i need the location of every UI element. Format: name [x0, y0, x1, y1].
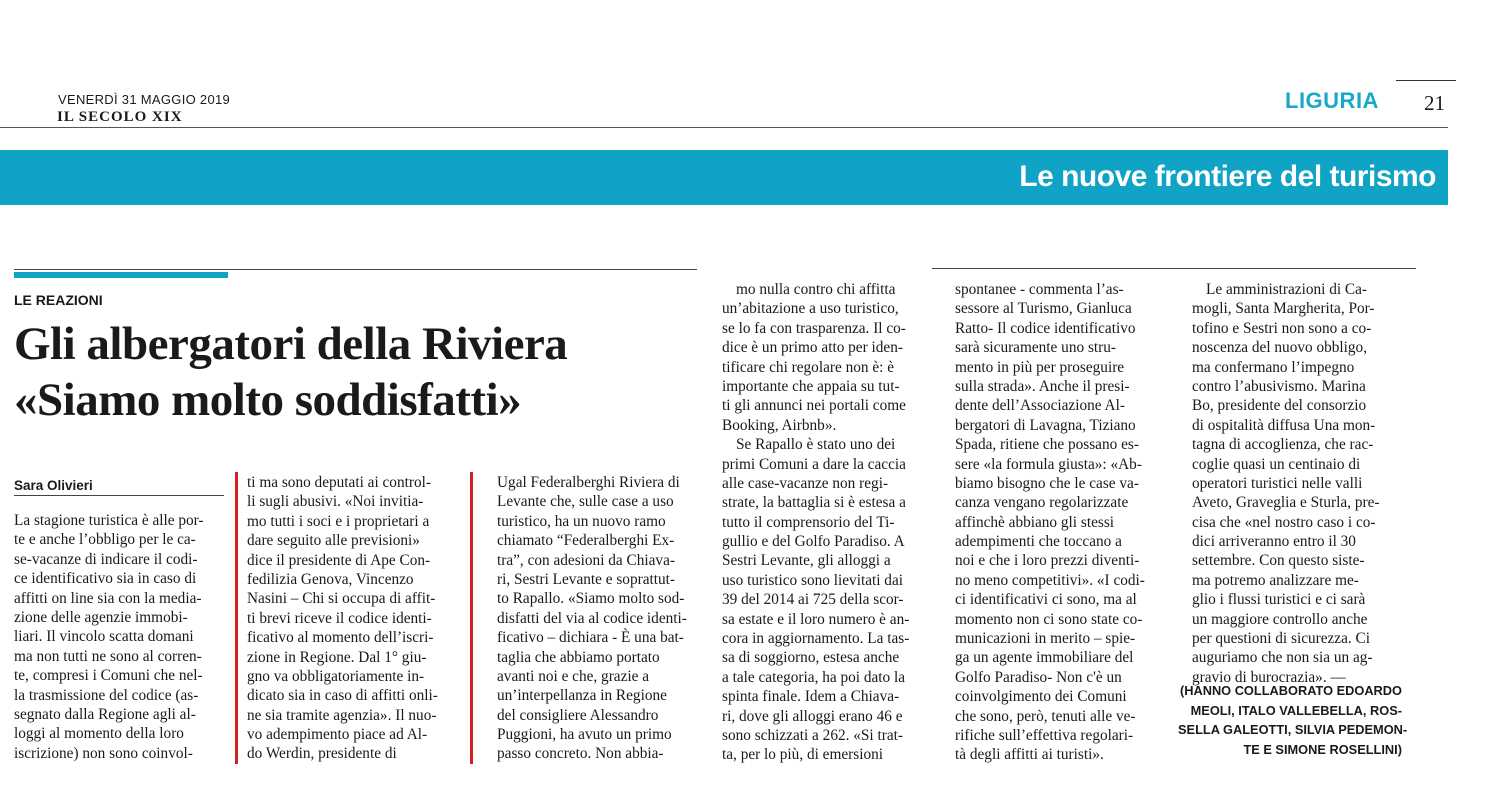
text-line: la trasmissione del codice (as-: [14, 686, 199, 704]
text-line: sa di soggiorno, estesa anche: [722, 649, 900, 667]
article-kicker: LE REAZIONI: [14, 292, 103, 308]
text-line: importante che appaia su tut-: [722, 377, 900, 395]
text-line: ce identificativo sia in caso di: [14, 570, 197, 588]
author-byline: Sara Olivieri: [14, 478, 93, 493]
banner-title: Le nuove frontiere del turismo: [1019, 160, 1436, 193]
text-line: Ugal Federalberghi Riviera di: [497, 474, 680, 491]
text-line: se lo fa con trasparenza. Il co-: [722, 319, 906, 337]
text-column-2: [247, 473, 438, 764]
text-line: zione delle agenzie immobi-: [14, 608, 188, 626]
text-line: ma confermano l’impegno: [1192, 358, 1355, 376]
text-line: 39 del 2014 ai 725 della scor-: [722, 591, 904, 609]
text-line: taglia che abbiamo portato: [497, 648, 660, 666]
text-line: ci identificativi ci sono, ma al: [955, 591, 1137, 609]
text-line: Sestri Levante, gli alloggi a: [722, 552, 891, 570]
page-number: 21: [1424, 91, 1445, 115]
text-line: iscrizione) non sono coinvol-: [14, 744, 193, 762]
text-line: canza vengano regolarizzate: [955, 494, 1129, 512]
text-line: affinchè abbiano gli stessi: [955, 513, 1115, 531]
text-line: spinta finale. Idem a Chiava-: [722, 688, 900, 706]
text-line: vo adempimento piace ad Al-: [247, 726, 428, 744]
text-line: Puggioni, ha avuto un primo: [497, 726, 672, 744]
text-line: alle case-vacanze non regi-: [722, 474, 889, 492]
text-line: tutto il comprensorio del Ti-: [722, 513, 895, 531]
text-line: operatori turistici nelle valli: [1192, 474, 1363, 492]
text-line: disfatti del via al codice identi-: [497, 609, 687, 627]
red-pen-mark-right: [470, 472, 473, 764]
text-line: mo nulla contro chi affitta: [736, 281, 896, 298]
text-line: La stagione turistica è alle por-: [14, 512, 204, 529]
text-column-1: [14, 511, 204, 763]
text-line: municazioni in merito – spie-: [955, 630, 1136, 648]
text-line: ficativo al momento dell’iscri-: [247, 629, 434, 647]
text-line: dente dell’Associazione Al-: [955, 397, 1125, 415]
text-line: per questioni di sicurezza. Ci: [1192, 630, 1370, 648]
text-line: rifiche sull’effettiva regolari-: [955, 726, 1134, 744]
text-line: ta, per lo più, di emersioni: [722, 746, 884, 764]
text-line: ri, dove gli alloggi erano 46 e: [722, 707, 903, 725]
text-line: to Rapallo. «Siamo molto sod-: [497, 590, 685, 608]
text-line: ma potremo analizzare me-: [1192, 571, 1359, 589]
text-column-6: [1192, 280, 1379, 687]
text-line: Levante che, sulle case a uso: [497, 493, 674, 511]
article-top-rule: [14, 269, 697, 270]
text-line: se-vacanze di indicare il codi-: [14, 550, 198, 568]
text-line: ficativo – dichiara - È una bat-: [497, 629, 684, 647]
text-line: tra”, con adesioni da Chiava-: [497, 551, 675, 569]
text-column-3: [497, 473, 687, 764]
byline-rule: [14, 495, 224, 496]
text-line: Aveto, Graveglia e Sturla, pre-: [1192, 494, 1380, 512]
issue-date: VENERDÌ 31 MAGGIO 2019: [58, 92, 231, 107]
text-line: tificare chi regolare non è: è: [722, 358, 894, 376]
text-line: sessore al Turismo, Gianluca: [955, 300, 1132, 318]
text-line: zione in Regione. Dal 1° giu-: [247, 648, 427, 666]
text-line: ti gli annunci nei portali come: [722, 397, 906, 415]
text-line: glio i flussi turistici e ci sarà: [1192, 591, 1366, 609]
red-pen-mark-left: [235, 472, 238, 764]
text-line: mo tutti i soci e i proprietari a: [247, 512, 430, 530]
section-banner: [0, 150, 1448, 205]
text-line: cisa che «nel nostro caso i co-: [1192, 513, 1376, 531]
text-line: dici arriveranno entro il 30: [1192, 533, 1356, 551]
text-line: coinvolgimento dei Comuni: [955, 688, 1127, 706]
text-line: contro l’abusivismo. Marina: [1192, 377, 1366, 395]
text-line: te, compresi i Comuni che nel-: [14, 667, 203, 685]
text-line: avanti noi e che, grazie a: [497, 667, 650, 685]
text-column-5: [955, 280, 1145, 765]
headline-line-2: «Siamo molto soddisfatti»: [14, 374, 522, 426]
text-line: passo concreto. Non abbia-: [497, 745, 664, 763]
credit-line: (HANNO COLLABORATO EDOARDO: [1179, 683, 1402, 698]
newspaper-name: IL SECOLO XIX: [57, 109, 183, 125]
text-line: Spada, ritiene che possano es-: [955, 436, 1139, 454]
text-line: dice il presidente di Ape Con-: [247, 551, 431, 569]
text-line: te e anche l’obbligo per le ca-: [14, 531, 196, 549]
text-line: affitti on line sia con la media-: [14, 589, 202, 607]
text-line: strate, la battaglia si è estesa a: [722, 494, 906, 512]
header-divider: [0, 127, 1448, 128]
text-line: gravio di burocrazia». —: [1192, 668, 1346, 686]
text-line: liari. Il vincolo scatta domani: [14, 628, 194, 646]
text-line: del consigliere Alessandro: [497, 706, 659, 724]
text-line: Le amministrazioni di Ca-: [1206, 281, 1367, 298]
text-line: auguriamo che non sia un ag-: [1192, 649, 1373, 667]
text-line: uso turistico sono lievitati dai: [722, 571, 903, 589]
text-line: cora in aggiornamento. La tas-: [722, 630, 910, 648]
text-line: gullio e del Golfo Paradiso. A: [722, 533, 905, 551]
text-line: mogli, Santa Margherita, Por-: [1192, 300, 1375, 318]
text-line: mento in più per proseguire: [955, 358, 1125, 376]
text-line: Bo, presidente del consorzio: [1192, 397, 1367, 415]
text-line: tagna di accoglienza, che rac-: [1192, 436, 1374, 454]
text-line: gno va obbligatoriamente in-: [247, 667, 425, 685]
credit-line: SELLA GALEOTTI, SILVIA PEDEMON-: [1178, 722, 1408, 737]
text-line: di ospitalità diffusa Una mon-: [1192, 416, 1376, 434]
text-line: do Werdin, presidente di: [247, 745, 397, 763]
text-line: ga un agente immobiliare del: [955, 649, 1134, 667]
text-line: ma non tutti ne sono al corren-: [14, 647, 202, 665]
text-line: che sono, però, tenuti alle ve-: [955, 707, 1136, 725]
text-line: dice è un primo atto per iden-: [722, 339, 903, 357]
headline-line-1: Gli albergatori della Riviera: [14, 318, 568, 370]
text-line: noscenza del nuovo obbligo,: [1192, 339, 1368, 357]
text-line: sere «la formula giusta»: «Ab-: [955, 455, 1142, 473]
text-line: ne sia tramite agenzia». Il nuo-: [247, 706, 437, 724]
text-line: Golfo Paradiso- Non c'è un: [955, 668, 1122, 686]
text-line: un maggiore controllo anche: [1192, 610, 1368, 628]
text-column-4: [722, 280, 909, 765]
text-line: Ratto- Il codice identificativo: [955, 319, 1136, 337]
article-headline: [14, 316, 567, 428]
column-top-rule: [932, 268, 1416, 269]
kicker-accent-bar: [14, 272, 228, 278]
text-line: noi e che i loro prezzi diventi-: [955, 552, 1140, 570]
text-line: settembre. Con questo siste-: [1192, 552, 1365, 570]
text-line: biamo bisogno che le case va-: [955, 474, 1139, 492]
text-line: primi Comuni a dare la caccia: [722, 455, 906, 473]
credit-line: MEOLI, ITALO VALLEBELLA, ROS-: [1190, 702, 1402, 718]
text-line: sono schizzati a 262. «Si trat-: [722, 726, 903, 744]
text-line: momento non ci sono state co-: [955, 610, 1143, 628]
text-line: li sugli abusivi. «Noi invitia-: [247, 493, 424, 511]
text-line: adempimenti che toccano a: [955, 533, 1122, 551]
text-line: segnato dalla Regione agli al-: [14, 705, 196, 723]
text-line: ri, Sestri Levante e soprattut-: [497, 570, 675, 588]
text-line: spontanee - commenta l’as-: [955, 281, 1124, 298]
text-line: un’abitazione a uso turistico,: [722, 300, 899, 318]
text-line: un’interpellanza in Regione: [497, 687, 667, 705]
text-line: ti ma sono deputati ai control-: [247, 474, 431, 491]
text-line: no meno competitivi». «I codi-: [955, 571, 1145, 589]
text-line: sarà sicuramente uno stru-: [955, 339, 1116, 357]
text-line: fedilizia Genova, Vincenzo: [247, 570, 414, 588]
section-label: LIGURIA: [1285, 88, 1379, 113]
text-line: tà degli affitti ai turisti».: [955, 746, 1104, 764]
text-line: sulla strada». Anche il presi-: [955, 377, 1130, 395]
article-credits: [1178, 681, 1408, 759]
text-line: dicato sia in caso di affitti onli-: [247, 687, 438, 705]
text-line: turistico, ha un nuovo ramo: [497, 512, 666, 530]
text-line: sa estate e il loro numero è an-: [722, 610, 910, 628]
text-line: Booking, Airbnb».: [722, 416, 837, 434]
page-number-rule: [1396, 80, 1456, 81]
text-line: chiamato “Federalberghi Ex-: [497, 532, 675, 550]
text-line: ti brevi riceve il codice identi-: [247, 609, 432, 627]
text-line: coglie quasi un centinaio di: [1192, 455, 1361, 473]
text-line: tofino e Sestri non sono a co-: [1192, 319, 1372, 337]
text-line: Se Rapallo è stato uno dei: [736, 436, 896, 454]
text-line: loggi al momento della loro: [14, 725, 184, 743]
text-line: bergatori di Lavagna, Tiziano: [955, 416, 1136, 434]
text-line: a tale categoria, ha poi dato la: [722, 668, 906, 686]
text-line: dare seguito alle previsioni»: [247, 532, 420, 550]
text-line: Nasini – Chi si occupa di affit-: [247, 590, 436, 608]
credit-line: TE E SIMONE ROSELLINI): [1243, 741, 1402, 757]
